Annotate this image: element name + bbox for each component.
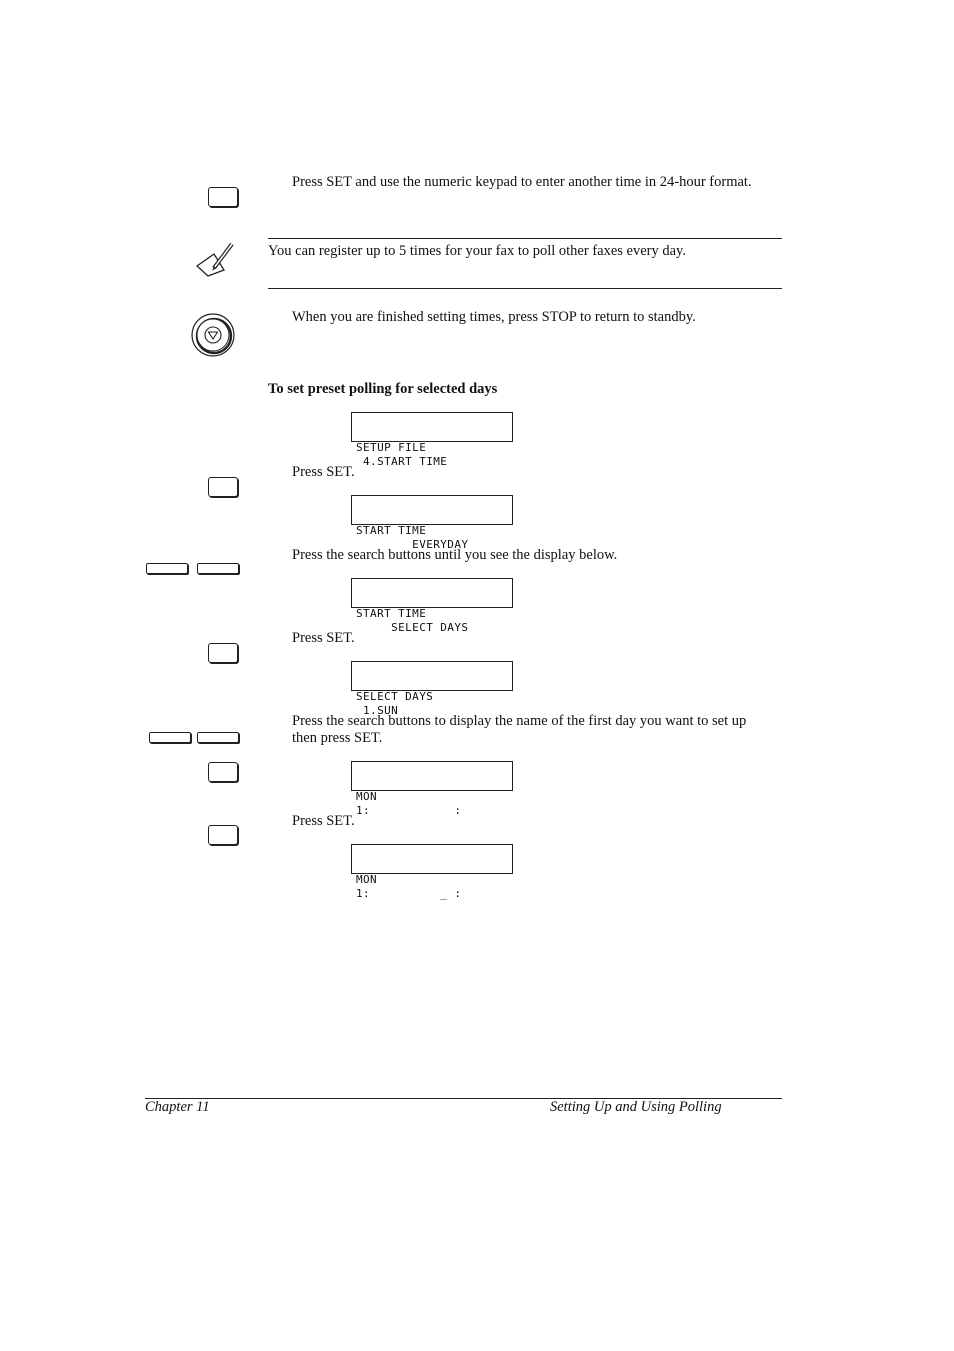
lcd-display-start-time-everyday bbox=[351, 495, 513, 551]
lcd-line-2: 1.SUN bbox=[356, 703, 399, 717]
step-press-set-1: Press SET. bbox=[292, 464, 355, 480]
lcd-display-mon-time bbox=[351, 761, 513, 817]
step-press-search: Press the search buttons until you see the display below. bbox=[292, 547, 618, 563]
lcd-display-start-time-select-days bbox=[351, 578, 513, 634]
lcd-display-setup-file bbox=[351, 412, 513, 468]
step-press-stop: When you are finished setting times, press STOP to return to standby. bbox=[292, 309, 696, 325]
lcd-display-mon-cursor bbox=[351, 844, 513, 900]
lcd-display-select-days bbox=[351, 661, 513, 717]
lcd-line-2: SELECT DAYS bbox=[356, 620, 469, 634]
lcd-line-1: SELECT DAYS bbox=[356, 690, 434, 703]
lcd-line-2: 4.START TIME bbox=[356, 454, 448, 468]
search-left-button-icon bbox=[149, 732, 191, 743]
note-top-rule bbox=[268, 238, 782, 239]
search-left-button-icon bbox=[146, 563, 188, 574]
lcd-line-1: START TIME bbox=[356, 524, 427, 537]
step-press-set-2: Press SET. bbox=[292, 630, 355, 646]
step-set-another-time: Press SET and use the numeric keypad to enter another time in 24-hour format. bbox=[292, 174, 752, 190]
lcd-line-2: EVERYDAY bbox=[356, 537, 469, 551]
set-key-icon bbox=[208, 477, 238, 497]
section-heading: To set preset polling for selected days bbox=[268, 381, 498, 397]
set-key-icon bbox=[208, 762, 238, 782]
lcd-line-1: SETUP FILE bbox=[356, 441, 427, 454]
stop-button-icon bbox=[191, 313, 237, 359]
lcd-line-1: MON bbox=[356, 873, 378, 886]
note-text: You can register up to 5 times for your fax to poll other faxes every day. bbox=[268, 243, 686, 259]
lcd-line-2: 1: _ : bbox=[356, 886, 462, 900]
lcd-line-2: 1: : bbox=[356, 803, 462, 817]
note-bottom-rule bbox=[268, 288, 782, 289]
step-press-search-select-day: Press the search buttons to display the name of the first day you want to set up then press SET. bbox=[292, 713, 747, 746]
lcd-line-1: MON bbox=[356, 790, 378, 803]
lcd-line-1: START TIME bbox=[356, 607, 427, 620]
set-key-icon bbox=[208, 643, 238, 663]
search-right-button-icon bbox=[197, 563, 239, 574]
note-pencil-icon bbox=[194, 240, 238, 280]
search-right-button-icon bbox=[197, 732, 239, 743]
set-key-icon bbox=[208, 825, 238, 845]
footer-section-title: Setting Up and Using Polling bbox=[550, 1099, 722, 1115]
set-key-icon bbox=[208, 187, 238, 207]
footer-chapter: Chapter 11 bbox=[145, 1099, 210, 1115]
step-press-set-3: Press SET. bbox=[292, 813, 355, 829]
